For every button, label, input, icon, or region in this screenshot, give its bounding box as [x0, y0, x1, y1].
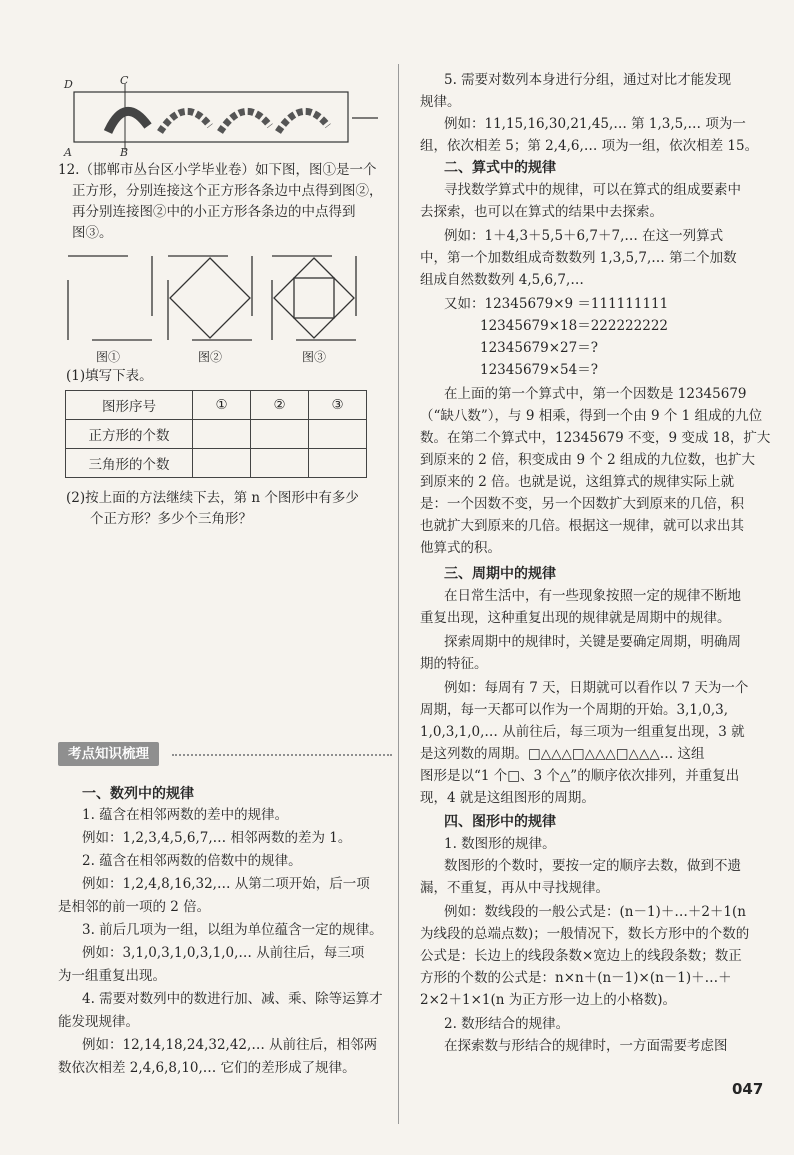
problem-12-line-3: 再分别连接图②中的小正方形各条边的中点得到: [72, 204, 356, 220]
section-2-line: 12345679×27＝?: [480, 340, 598, 356]
point-5-line: 5. 需要对数列本身进行分组，通过对比才能发现: [444, 72, 732, 88]
problem-12-line-2: 正方形，分别连接这个正方形各条边中点得到图②，: [72, 183, 383, 199]
section-1-line: 能发现规律。: [58, 1014, 139, 1030]
table-header-cell: ③: [309, 391, 367, 420]
section-1-line: 1. 蕴含在相邻两数的差中的规律。: [82, 807, 289, 823]
section-1-line: 2. 蕴含在相邻两数的倍数中的规律。: [82, 853, 302, 869]
figure-2: [164, 252, 256, 344]
section-2-line: 中，第一个加数组成奇数数列 1,3,5,7,… 第二个加数: [420, 250, 737, 266]
section-3-line: 图形是以“1 个□、3 个△”的顺序依次排列，并重复出: [420, 768, 740, 784]
problem-12-line-1: 12.（邯郸市丛台区小学毕业卷）如下图，图①是一个: [58, 162, 377, 178]
arrow-strip-figure: [60, 74, 390, 158]
fill-in-table: [65, 390, 367, 478]
table-row-label: 正方形的个数: [66, 420, 193, 449]
section-4-line: 2×2＋1×1(n 为正方形一边上的小格数)。: [420, 992, 676, 1008]
table-row: [66, 391, 367, 420]
section-1-line: 4. 需要对数列中的数进行加、减、乘、除等运算才: [82, 991, 383, 1007]
curved-arrow-3: [220, 111, 270, 132]
blank-cell[interactable]: [193, 420, 251, 449]
section-1-line: 例如：1,2,3,4,5,6,7,… 相邻两数的差为 1。: [82, 830, 352, 846]
table-header-cell: ②: [251, 391, 309, 420]
banner-dotted-line: [172, 754, 392, 756]
table-header-cell: ①: [193, 391, 251, 420]
section-3-line: 在日常生活中，有一些现象按照一定的规律不断地: [444, 588, 741, 604]
section-1-line: 例如：1,2,4,8,16,32,… 从第二项开始，后一项: [82, 876, 370, 892]
figure-1-caption: 图①: [96, 350, 121, 364]
section-2-line: 在上面的第一个算式中，第一个因数是 12345679: [444, 386, 747, 402]
sub-question-2-line-1: (2)按上面的方法继续下去，第 n 个图形中有多少: [66, 490, 359, 506]
section-2-line: 到原来的 2 倍，积变成由 9 个 2 组成的九位数，也扩大: [420, 452, 756, 468]
right-column: [400, 0, 794, 1155]
section-4-line: 方形的个数的公式是：n×n＋(n－1)×(n－1)＋…＋: [420, 970, 732, 986]
table-header-cell: 图形序号: [66, 391, 193, 420]
section-4-line: 漏，不重复，再从中寻找规律。: [420, 880, 609, 896]
section-4-line: 1. 数图形的规律。: [444, 836, 556, 852]
label-d: D: [64, 78, 73, 91]
section-2-line: 到原来的 2 倍。也就是说，这组算式的规律实际上就: [420, 474, 735, 490]
blank-cell[interactable]: [309, 420, 367, 449]
section-3-line: 期的特征。: [420, 656, 488, 672]
point-5-line: 规律。: [420, 94, 461, 110]
section-4-line: 数图形的个数时，要按一定的顺序去数，做到不遗: [444, 858, 741, 874]
section-1-line: 是相邻的前一项的 2 倍。: [58, 899, 211, 915]
section-2-line: 也就扩大到原来的几倍。根据这一规律，就可以求出其: [420, 518, 744, 534]
section-2-line: 去探索，也可以在算式的结果中去探索。: [420, 204, 663, 220]
label-b: B: [120, 146, 129, 158]
section-4-line: 例如：数线段的一般公式是：(n－1)＋…＋2＋1(n: [444, 904, 746, 920]
section-3-line: 是这列数的周期。□△△△□△△△□△△△… 这组: [420, 746, 705, 762]
section-4-line: 公式是：长边上的线段条数×宽边上的线段条数；数正: [420, 948, 742, 964]
curved-arrow-1: [108, 111, 148, 132]
section-4-title: 四、图形中的规律: [444, 814, 556, 830]
section-1-line: 数依次相差 2,4,6,8,10,… 它们的差形成了规律。: [58, 1060, 356, 1076]
section-2-line: 例如：1＋4,3＋5,5＋6,7＋7,… 在这一列算式: [444, 228, 724, 244]
point-5-line: 例如：11,15,16,30,21,45,… 第 1,3,5,… 项为一: [444, 116, 746, 132]
section-1-title: 一、数列中的规律: [82, 786, 194, 802]
curved-arrow-2: [160, 111, 210, 132]
section-2-line: 组成自然数数列 4,5,6,7,…: [420, 272, 584, 288]
blank-cell[interactable]: [193, 449, 251, 478]
figure-2-caption: 图②: [198, 350, 223, 364]
section-2-line: 12345679×54＝?: [480, 362, 598, 378]
curved-arrow-4: [278, 111, 328, 132]
section-1-line: 为一组重复出现。: [58, 968, 166, 984]
label-c: C: [120, 74, 129, 87]
figure-3: [268, 252, 360, 344]
blank-cell[interactable]: [309, 449, 367, 478]
table-row-label: 三角形的个数: [66, 449, 193, 478]
section-1-line: 3. 前后几项为一组，以组为单位蕴含一定的规律。: [82, 922, 383, 938]
figure-1: [64, 252, 156, 344]
section-2-line: 12345679×18＝222222222: [480, 318, 669, 334]
section-3-title: 三、周期中的规律: [444, 566, 556, 582]
section-3-line: 现，4 就是这组图形的周期。: [420, 790, 595, 806]
page-number: 047: [732, 1080, 764, 1098]
section-4-line: 为线段的总端点数)；一般情况下，数长方形中的个数的: [420, 926, 750, 942]
blank-cell[interactable]: [251, 449, 309, 478]
section-3-line: 例如：每周有 7 天，日期就可以看作以 7 天为一个: [444, 680, 749, 696]
sub-question-2-line-2: 个正方形？多少个三角形？: [90, 511, 252, 527]
section-3-line: 重复出现，这种重复出现的规律就是周期中的规律。: [420, 610, 731, 626]
section-banner: 考点知识梳理: [58, 742, 159, 766]
table-row: [66, 420, 367, 449]
point-5-line: 组，依次相差 5；第 2,4,6,… 项为一组，依次相差 15。: [420, 138, 759, 154]
section-2-line: （“缺八数”），与 9 相乘，得到一个由 9 个 1 组成的九位: [420, 408, 763, 424]
table-row: [66, 449, 367, 478]
section-3-line: 1,0,3,1,0,… 从前往后，每三项为一组重复出现，3 就: [420, 724, 745, 740]
section-2-line: 他算式的积。: [420, 540, 501, 556]
section-2-line: 是：一个因数不变，另一个因数扩大到原来的几倍，积: [420, 496, 744, 512]
column-divider: [398, 64, 399, 1124]
blank-cell[interactable]: [251, 420, 309, 449]
sub-question-1: (1)填写下表。: [66, 368, 153, 384]
section-3-line: 探索周期中的规律时，关键是要确定周期，明确周: [444, 634, 741, 650]
section-1-line: 例如：3,1,0,3,1,0,3,1,0,… 从前往后，每三项: [82, 945, 365, 961]
section-2-line: 寻找数学算式中的规律，可以在算式的组成要素中: [444, 182, 741, 198]
section-2-title: 二、算式中的规律: [444, 160, 556, 176]
section-2-line: 数。在第二个算式中，12345679 不变，9 变成 18，扩大: [420, 430, 771, 446]
section-3-line: 周期，每一天都可以作为一个周期的开始。3,1,0,3,: [420, 702, 729, 718]
section-4-line: 2. 数形结合的规律。: [444, 1016, 570, 1032]
label-a: A: [64, 146, 72, 158]
section-2-line: 又如：12345679×9 ＝111111111: [444, 296, 669, 312]
section-1-line: 例如：12,14,18,24,32,42,… 从前往后，相邻两: [82, 1037, 378, 1053]
problem-12-line-4: 图③。: [72, 225, 113, 241]
figure-3-caption: 图③: [302, 350, 327, 364]
section-4-line: 在探索数与形结合的规律时，一方面需要考虑图: [444, 1038, 728, 1054]
